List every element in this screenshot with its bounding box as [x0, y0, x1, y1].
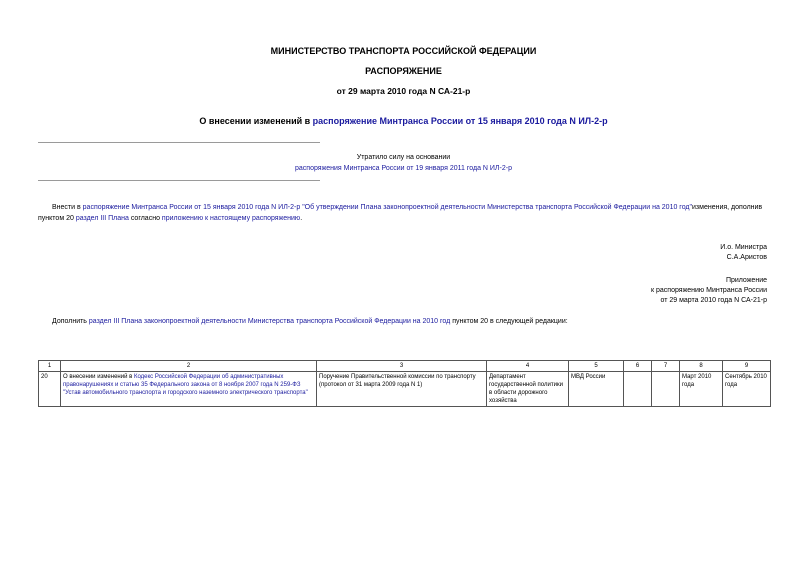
intro-paragraph [38, 316, 768, 327]
item-basis: Поручение Правительственной комиссии по транспорту (протокол от 31 марта 2009 года N 1) [317, 372, 487, 407]
subject-link[interactable]: распоряжение Минтранса России от 15 января 2010 года N ИЛ-2-р [312, 116, 608, 126]
appendix-link[interactable]: приложению к настоящему распоряжению [161, 215, 301, 222]
table-row [39, 372, 771, 407]
column-header: 8 [680, 361, 723, 372]
document-subject [0, 116, 807, 126]
column-header: 3 [317, 361, 487, 372]
column-header: 6 [624, 361, 652, 372]
item-deadline-1: Март 2010 года [680, 372, 723, 407]
status-link[interactable]: распоряжения Минтранса России от 19 января 2011 года N ИЛ-2-р [295, 165, 512, 172]
column-header: 2 [61, 361, 317, 372]
status-line: Утратило силу на основании [356, 154, 451, 161]
item-number: 20 [39, 372, 61, 407]
column-header: 9 [723, 361, 771, 372]
body-text: . [300, 215, 303, 222]
item-title [61, 372, 317, 407]
main-paragraph [38, 202, 768, 224]
appendix-line: от 29 марта 2010 года N СА-21-р [660, 297, 767, 304]
signature-name: С.А.Аристов [726, 254, 767, 261]
plan-table [38, 360, 771, 407]
item-col7 [652, 372, 680, 407]
section-link[interactable]: раздел III Плана [75, 215, 129, 222]
signature-position: И.о. Министра [720, 244, 767, 251]
order-link[interactable]: распоряжение Минтранса России от 15 января 2010 года N ИЛ-2-р "Об утверждении Плана законопроектной деятельности Министерства транспорта Российской Федерации на 2010 год" [82, 204, 693, 211]
column-header: 1 [39, 361, 61, 372]
item-deadline-2: Сентябрь 2010 года [723, 372, 771, 407]
appendix-line: Приложение [725, 277, 767, 284]
document-type: РАСПОРЯЖЕНИЕ [365, 66, 442, 76]
column-header: 4 [487, 361, 569, 372]
intro-text: пунктом 20 в следующей редакции: [450, 318, 568, 325]
item-title-text: О внесении изменений в [63, 374, 134, 380]
column-header: 7 [652, 361, 680, 372]
appendix-line: к распоряжению Минтранса России [650, 287, 767, 294]
column-header: 5 [569, 361, 624, 372]
body-text: изменения, дополнив пунктом 20 [38, 204, 763, 222]
plan-section-link[interactable]: раздел III Плана законопроектной деятельности Министерства транспорта Российской Федерации на 2010 год [88, 318, 451, 325]
intro-text: Дополнить [52, 318, 89, 325]
subject-prefix: О внесении изменений в [199, 116, 313, 126]
body-text: Внести в [52, 204, 83, 211]
signature-block [720, 243, 767, 263]
appendix-header [651, 276, 767, 306]
document-date: от 29 марта 2010 года N СА-21-р [336, 86, 471, 96]
item-department: Департамент государственной политики в области дорожного хозяйства [487, 372, 569, 407]
divider-top [38, 142, 320, 143]
ministry-title: МИНИСТЕРСТВО ТРАНСПОРТА РОССИЙСКОЙ ФЕДЕРАЦИИ [270, 46, 537, 56]
divider-bottom [38, 180, 320, 181]
item-col6 [624, 372, 652, 407]
table-header-row [39, 361, 771, 372]
code-link[interactable]: Кодекс Российской Федерации об административных правонарушениях и статью 35 Федерального закона от 8 ноября 2007 года N 259-ФЗ "Устав автомобильного транспорта и городского наземного электрического транспорта" [63, 374, 308, 396]
body-text: согласно [128, 215, 162, 222]
item-coexecutor: МВД России [569, 372, 624, 407]
